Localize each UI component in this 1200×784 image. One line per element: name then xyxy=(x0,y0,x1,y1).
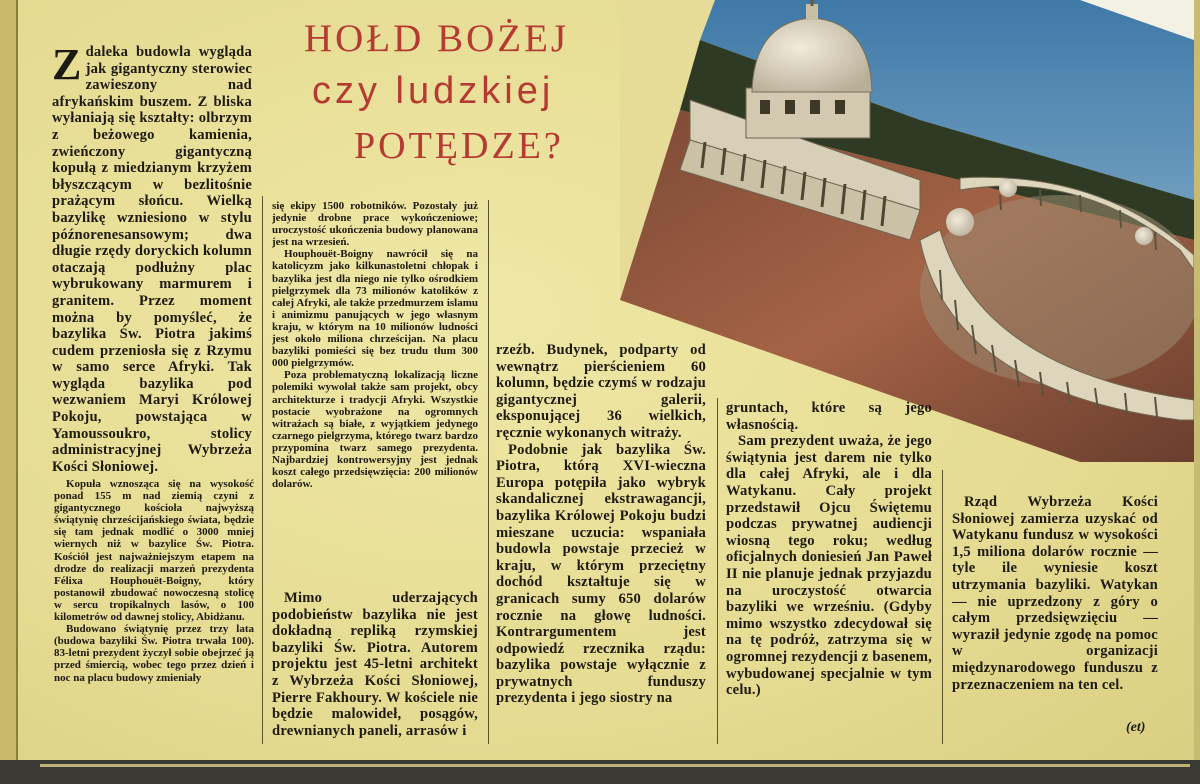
paragraph: Budowano świątynię przez trzy lata (budowa bazyliki Św. Piotra trwała 100). 83-letni prezydent życzył sobie obejrzeć ją przed śmiercią, wobec tego przez dzień i noc na placu budowy zmieniały xyxy=(54,623,254,684)
page-gutter xyxy=(0,0,18,784)
paragraph: rzeźb. Budynek, podparty od wewnątrz pierścieniem 60 kolumn, będzie czymś w rodzaju gigantycznej galerii, eksponującej 36 wielkich, ręcznie wykonanych witraży. xyxy=(496,342,706,441)
headline-line-3: POTĘDZE? xyxy=(354,125,564,167)
drop-cap: Z xyxy=(52,40,82,89)
basilica-photo xyxy=(620,0,1194,462)
paragraph: Poza problematyczną lokalizacją liczne polemiki wywołał także sam projekt, obcy architekturze i tradycji Afryki. Wszystkie postacie wyobrażone na ogromnych witrażach są białe, z wyjątkiem jedynego czarnego pielgrzyma, którego twarz bardzo przypomina twarz samego prezydenta. Najbardziej kontrowersyjny jest jednak koszt całego przedsięwzięcia: 200 milionów dolarów. xyxy=(272,369,478,491)
paragraph: Kopuła wznosząca się na wysokość ponad 155 m nad ziemią czyni z gigantycznego kościoła najwyższą świątynię chrześcijańskiego świata, będzie się tam jednak modlić o 3000 mniej wiernych niż w bazylice Św. Piotra. Kościół jest najważniejszym etapem na drodze do realizacji marzeń prezydenta Félixa Houphouët-Boigny, który postanowił zbudować nowoczesną stolicę w sercu tropikalnych lasów, o 100 kilometrów od dawnej stolicy, Abidżanu. xyxy=(54,478,254,624)
column-rule xyxy=(262,196,263,744)
paragraph: Rząd Wybrzeża Kości Słoniowej zamierza uzyskać od Watykanu fundusz w wysokości 1,5 miliona dolarów rocznie — tyle ile wyniesie koszt utrzymania bazyliki. Watykan — nie uprzedzony z góry o całym przedsięwzięciu — wyraził jedynie zgodę na pomoc w organizacji międzynarodowego funduszu z przeznaczeniem na ten cel. xyxy=(952,494,1158,693)
column-rule xyxy=(488,200,489,744)
column-3-body xyxy=(496,342,706,707)
page-edge xyxy=(1194,0,1200,760)
paragraph: Houphouët-Boigny nawrócił się na katolicyzm jako kilkunastoletni chłopak i bazylika jest dla niego nie tylko ośrodkiem pielgrzymek dla 73 milionów katolików z całej Afryki, ale także przedmurzem islamu i animizmu panujących w jego własnym kraju, w którym na 10 milionów ludności jest około miliona chrześcijan. Na placu bazyliki pomieści się bez trudu tłum 300 000 pielgrzymów. xyxy=(272,248,478,370)
column-rule xyxy=(717,398,718,744)
lead-paragraph: daleka budowla wygląda jak gigantyczny sterowiec zawieszony nad afrykańskim buszem. Z bliska wyłaniają się kształty: olbrzym z beżowego kamienia, zwieńczony gigantyczną kopułą z miedzianym krzyżem błyszczącym w bezlitośnie prażącym słońcu. Wielką bazylikę wzniesiono w stylu późnorenesansowym; dwa długie rzędy doryckich kolumn otaczają podłużny plac wybrukowany marmurem i granitem. Przez moment można by pomyśleć, że bazylika Św. Piotra jakimś cudem przeniosła się z Rzymu w samo serce Afryki. Tak wygląda bazylika pod wezwaniem Maryi Królowej Pokoju, powstająca w Yamoussoukro, stolicy administracyjnej Wybrzeża Kości Słoniowej. xyxy=(52,44,252,475)
paragraph: się ekipy 1500 robotników. Pozostały już jedynie drobne prace wykończeniowe; uroczystość ukończenia budowy planowana jest na wrzesień. xyxy=(272,200,478,249)
column-rule xyxy=(942,470,943,744)
column-2-body xyxy=(272,590,478,739)
column-1-lead xyxy=(52,40,252,475)
author-signature: (et) xyxy=(1126,720,1146,735)
paragraph: Podobnie jak bazylika Św. Piotra, którą XVI-wieczna Europa potępiła jako wybryk skandalicznej ekstrawagancji, bazylika Królowej Pokoju budzi mieszane uczucia: wspaniała budowla powstaje przecież w kraju, w którym przeciętny dochód kształtuje się w granicach sumy 650 dolarów rocznie na głowę ludności. Kontrargumentem jest odpowiedź rzecznika rządu: bazylika powstaje wyłącznie z prywatnych funduszy prezydenta i jego siostry na xyxy=(496,441,706,707)
headline-line-2: czy ludzkiej xyxy=(312,70,555,112)
column-5-body xyxy=(952,494,1158,693)
bottom-rule xyxy=(40,764,1190,767)
paragraph: Mimo uderzających podobieństw bazylika nie jest dokładną repliką rzymskiej bazyliki Św. Piotra. Autorem projektu jest 45-letni architekt z Wybrzeża Kości Słoniowej, Pierre Fakhoury. W kościele nie będzie malowideł, posągów, drewnianych paneli, arrasów i xyxy=(272,590,478,739)
paragraph: gruntach, które są jego własnością. xyxy=(726,400,932,433)
column-1-small xyxy=(54,478,254,684)
paragraph: Sam prezydent uważa, że jego świątynia jest darem nie tylko dla całej Afryki, ale i dla Watykanu. Cały projekt przedstawił Ojcu Świętemu podczas prywatnej audiencji wiosną tego roku; według oficjalnych doniesień Jan Paweł II nie planuje jednak przyjazdu na uroczystość otwarcia bazyliki we wrześniu. (Gdyby mimo wszystko zdecydował się na tę podróż, zatrzyma się w ogromnej rezydencji z basenem, wybudowanej specjalnie w tym celu.) xyxy=(726,433,932,699)
headline-line-1: HOŁD BOŻEJ xyxy=(304,17,570,60)
column-2-small xyxy=(272,200,478,490)
column-4-body xyxy=(726,400,932,699)
